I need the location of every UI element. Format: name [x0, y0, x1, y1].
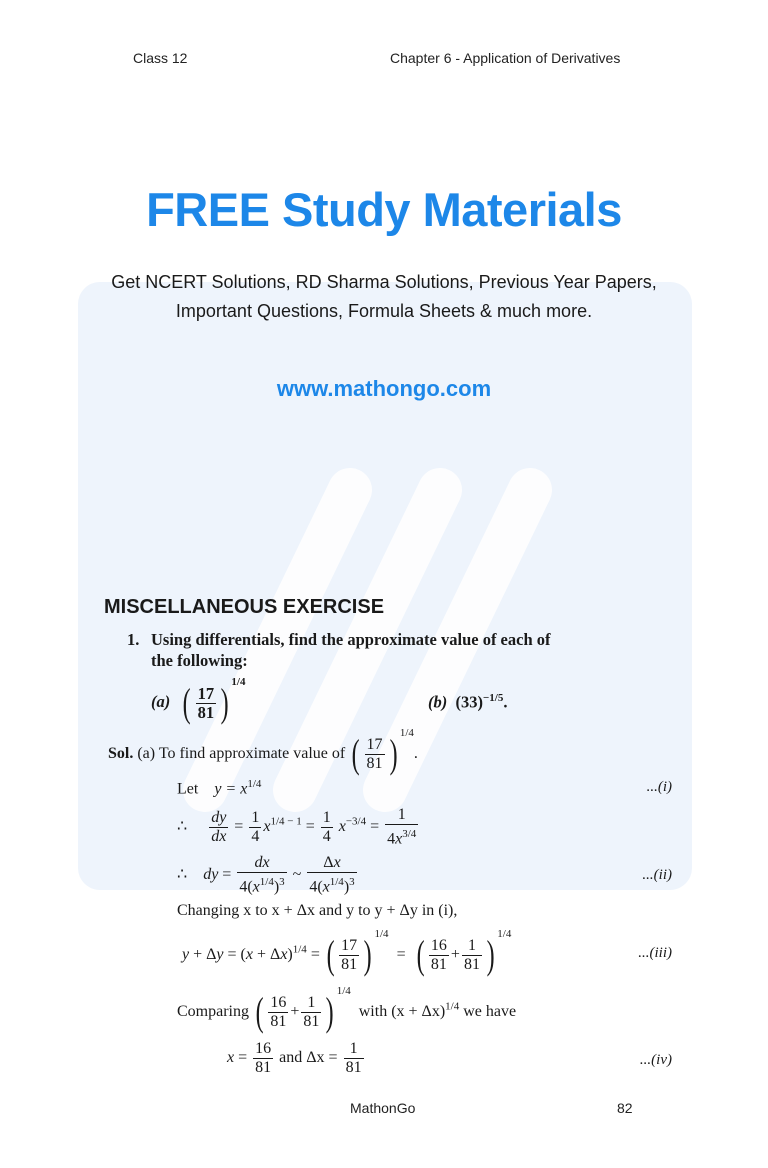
eq-iii-line: $y + \Delta y = (x + \Delta x)^{1/4}$ = ( $\frac{17}{81}$ ) $^{1/4}$ = ( $\frac{16}{81}$ + $\frac{1}{81}$ ) $^{1/4}$	[182, 928, 512, 978]
question-number: 1.	[127, 630, 140, 649]
part-a-label: (a)	[151, 692, 171, 711]
question-text-2: the following:	[151, 651, 248, 670]
section-title: MISCELLANEOUS EXERCISE	[104, 596, 385, 618]
therefore-symbol: ∴	[177, 817, 188, 835]
part-a-numerator: 17	[197, 683, 215, 703]
tag-i: ...(i)	[646, 779, 672, 795]
comparing-line: Comparing ( $\frac{16}{81}$ + $\frac{1}{81}$ ) $^{1/4}$ with $(x + \Delta x)^{1/4}$ we have	[177, 985, 517, 1035]
let-line	[177, 778, 261, 798]
footer-brand: MathonGo	[350, 1100, 416, 1116]
eq-1: y = x	[214, 780, 248, 798]
question-text-1: Using differentials, find the approximate value of each of	[151, 630, 551, 649]
tag-iv: ...(iv)	[639, 1052, 672, 1068]
promo-title: FREE Study Materials	[146, 183, 622, 236]
dy-line: ∴ dy = $\frac{dx}{4(x^{1/4})^3}$ ~ $\frac{\Delta x}{4(x^{1/4})^3}$	[177, 854, 355, 896]
header-class: Class 12	[133, 50, 188, 66]
and-dx-text: and Δx =	[279, 1049, 338, 1067]
part-b-exponent: −1/5	[483, 692, 504, 704]
part-a: (a) ( $\frac{17}{81}$ ) $^{1/4}$	[151, 676, 246, 726]
let-word: Let	[177, 780, 199, 798]
part-b-label: (b)	[428, 692, 448, 712]
part-b-end: .	[503, 692, 508, 712]
comparing-word: Comparing	[177, 1003, 249, 1020]
eq-1-exponent: 1/4	[247, 778, 262, 790]
part-b	[428, 692, 507, 713]
with-text: with (x + Δx)	[358, 1003, 446, 1020]
part-a-exponent: 1/4	[231, 676, 246, 688]
we-have-text: we have	[463, 1003, 517, 1020]
eq-iv-line: x = $\frac{16}{81}$ and Δx = $\frac{1}{81}$	[227, 1040, 362, 1076]
promo-line-2: Important Questions, Formula Sheets & much more.	[175, 301, 593, 321]
solution-line-1: Sol. (a) To find approximate value of ( $\frac{17}{81}$ ) $^{1/4}$.	[108, 727, 418, 777]
header-chapter: Chapter 6 - Application of Derivatives	[390, 50, 621, 66]
tag-ii: ...(ii)	[642, 867, 672, 883]
part-a-denominator: 81	[197, 702, 215, 722]
part-b-expr: (33)	[455, 692, 483, 712]
tag-iii: ...(iii)	[638, 945, 672, 961]
derivative-line: ∴ $\frac{dy}{dx}$ = $\frac{1}{4}$ $x^{1/4 - 1}$ = $\frac{1}{4}$ $x^{-3/4}$ = $\frac{1}{4x^{3/4}}$	[177, 806, 417, 848]
promo-url[interactable]: www.mathongo.com	[276, 376, 492, 401]
changing-line: Changing x to x + Δx and y to y + Δy in (i),	[177, 902, 458, 919]
solution-intro: (a) To find approximate value of	[137, 745, 346, 762]
promo-line-1: Get NCERT Solutions, RD Sharma Solutions, Previous Year Papers,	[111, 272, 657, 292]
page-number: 82	[617, 1100, 633, 1116]
solution-label: Sol.	[108, 745, 134, 762]
